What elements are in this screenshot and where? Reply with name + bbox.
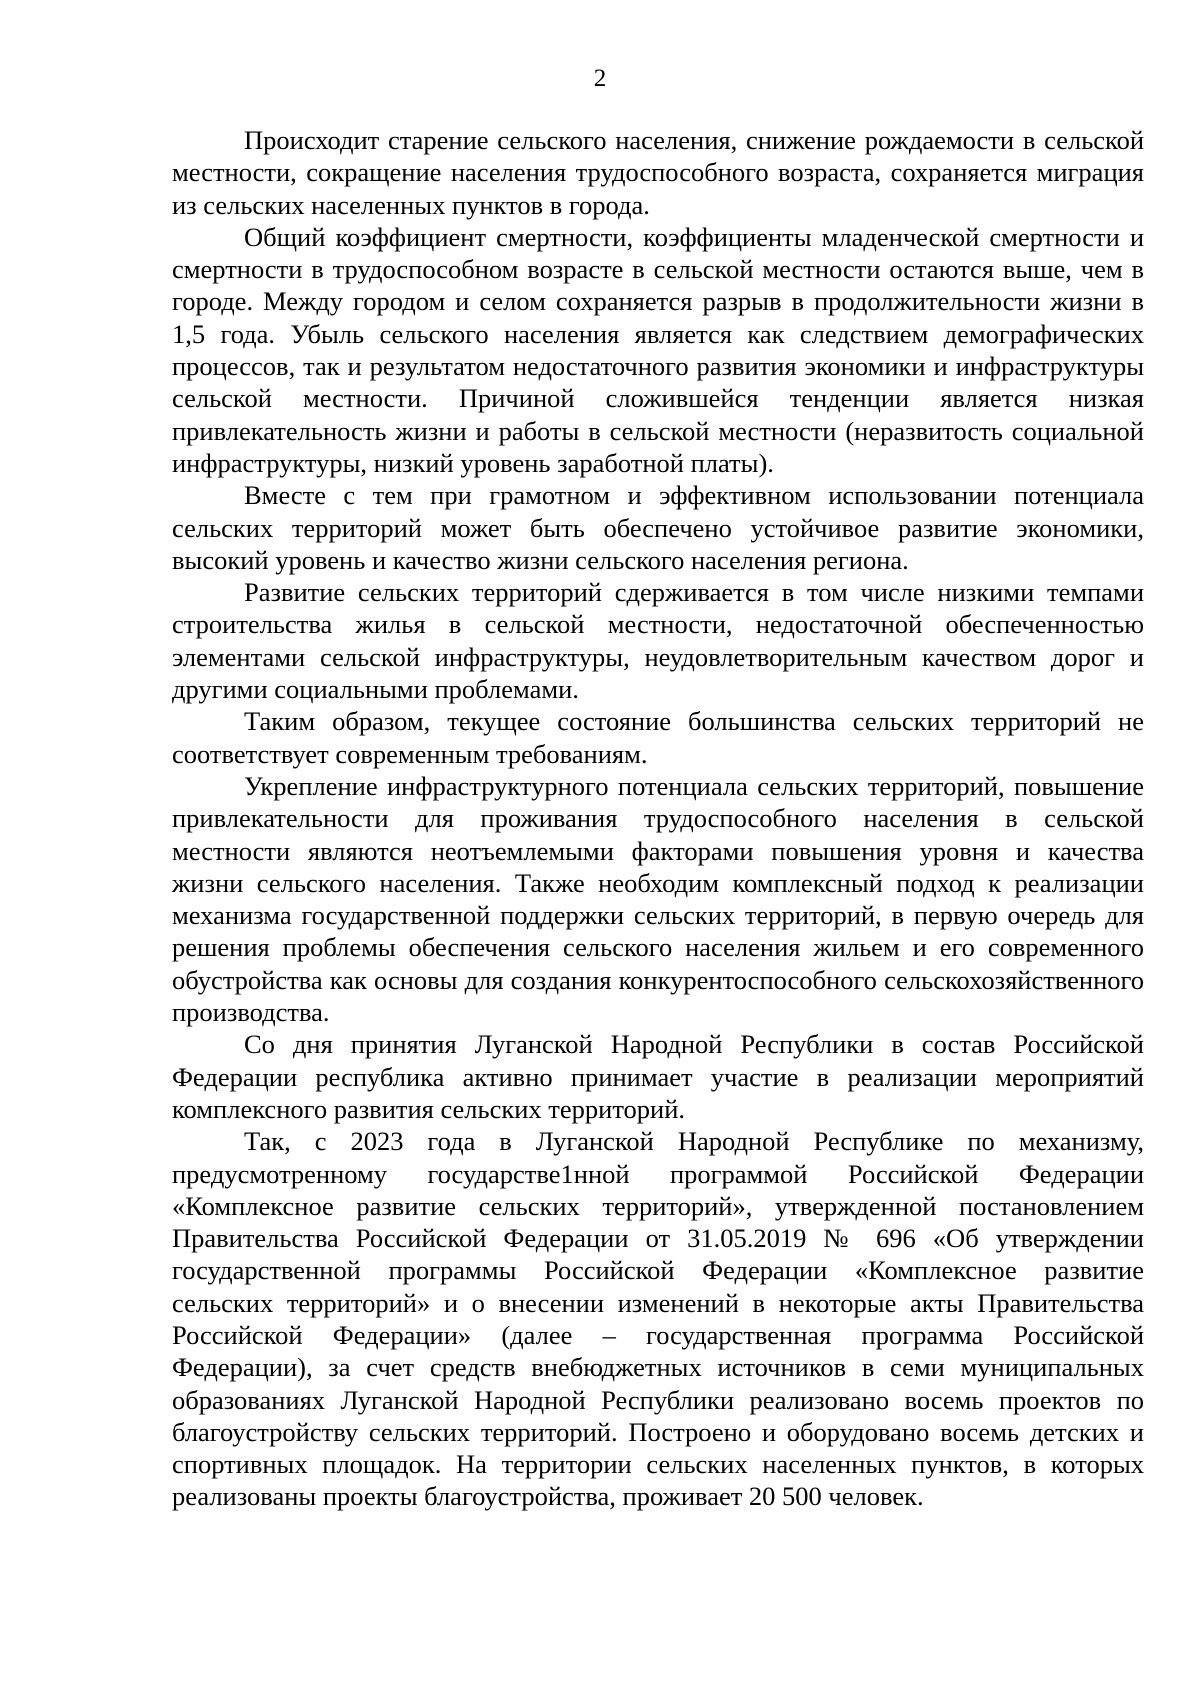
paragraph: Происходит старение сельского населения, снижение рождаемости в сельской местности, сокращение населения трудоспособного возраста, сохраняется миграция из сельских населенных пунктов в города. bbox=[172, 125, 1144, 220]
document-body bbox=[172, 124, 1144, 1513]
paragraph: Вместе с тем при грамотном и эффективном использовании потенциала сельских территорий может быть обеспечено устойчивое развитие экономики, высокий уровень и качество жизни сельского населения региона. bbox=[172, 480, 1144, 575]
paragraph: Так, с 2023 года в Луганской Народной Республике по механизму, предусмотренному государстве1нной программой Российской Федерации «Комплексное развитие сельских территорий», утвержденной постановлением Правительства Российской Федерации от 31.05.2019 № 696 «Об утверждении государственной программы Российской Федерации «Комплексное развитие сельских территорий» и о внесении изменений в некоторые акты Правительства Российской Федерации» (далее – государственная программа Российской Федерации), за счет средств внебюджетных источников в семи муниципальных образованиях Луганской Народной Республики реализовано восемь проектов по благоустройству сельских территорий. Построено и оборудовано восемь детских и спортивных площадок. На территории сельских населенных пунктов, в которых реализованы проекты благоустройства, проживает 20 500 человек. bbox=[172, 1126, 1144, 1512]
paragraph: Общий коэффициент смертности, коэффициенты младенческой смертности и смертности в трудоспособном возрасте в сельской местности остаются выше, чем в городе. Между городом и селом сохраняется разрыв в продолжительности жизни в 1,5 года. Убыль сельского населения является как следствием демографических процессов, так и результатом недостаточного развития экономики и инфраструктуры сельской местности. Причиной сложившейся тенденции является низкая привлекательность жизни и работы в сельской местности (неразвитость социальной инфраструктуры, низкий уровень заработной платы). bbox=[172, 221, 1144, 478]
paragraph: Таким образом, текущее состояние большинства сельских территорий не соответствует современным требованиям. bbox=[172, 706, 1144, 769]
paragraph: Со дня принятия Луганской Народной Республики в состав Российской Федерации республика активно принимает участие в реализации мероприятий комплексного развития сельских территорий. bbox=[172, 1029, 1144, 1124]
paragraph: Укрепление инфраструктурного потенциала сельских территорий, повышение привлекательности для проживания трудоспособного населения в сельской местности являются неотъемлемыми факторами повышения уровня и качества жизни сельского населения. Также необходим комплексный подход к реализации механизма государственной поддержки сельских территорий, в первую очередь для решения проблемы обеспечения сельского населения жильем и его современного обустройства как основы для создания конкурентоспособного сельскохозяйственного производства. bbox=[172, 770, 1144, 1028]
page-number: 2 bbox=[593, 65, 607, 92]
paragraph: Развитие сельских территорий сдерживается в том числе низкими темпами строительства жилья в сельской местности, недостаточной обеспеченностью элементами сельской инфраструктуры, неудовлетворительным качеством дорог и другими социальными проблемами. bbox=[172, 577, 1144, 705]
